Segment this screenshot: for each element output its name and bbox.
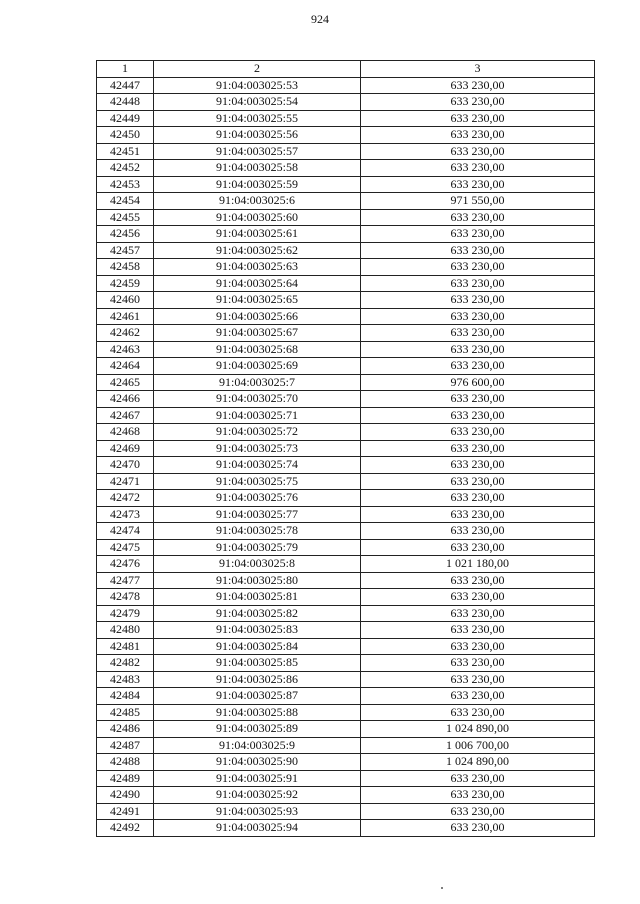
cadastral-number-cell: 91:04:003025:86 (154, 671, 361, 688)
row-number-cell: 42456 (97, 226, 154, 243)
table-row (97, 721, 595, 738)
cadastral-number-cell: 91:04:003025:55 (154, 110, 361, 127)
value-cell: 633 230,00 (361, 655, 595, 672)
row-number-cell: 42447 (97, 77, 154, 94)
value-cell: 633 230,00 (361, 341, 595, 358)
value-cell: 633 230,00 (361, 407, 595, 424)
row-number-cell: 42450 (97, 127, 154, 144)
table-row (97, 77, 595, 94)
row-number-cell: 42454 (97, 193, 154, 210)
row-number-cell: 42468 (97, 424, 154, 441)
table-row (97, 638, 595, 655)
cadastral-number-cell: 91:04:003025:57 (154, 143, 361, 160)
cadastral-number-cell: 91:04:003025:62 (154, 242, 361, 259)
table-row (97, 391, 595, 408)
value-cell: 633 230,00 (361, 671, 595, 688)
table-row (97, 803, 595, 820)
row-number-cell: 42483 (97, 671, 154, 688)
table-row (97, 556, 595, 573)
scan-speck (441, 887, 443, 889)
cadastral-number-cell: 91:04:003025:85 (154, 655, 361, 672)
table-row (97, 737, 595, 754)
cadastral-number-cell: 91:04:003025:87 (154, 688, 361, 705)
value-cell: 633 230,00 (361, 622, 595, 639)
cadastral-number-cell: 91:04:003025:8 (154, 556, 361, 573)
table-row (97, 787, 595, 804)
cadastral-number-cell: 91:04:003025:64 (154, 275, 361, 292)
table-row (97, 473, 595, 490)
cadastral-number-cell: 91:04:003025:66 (154, 308, 361, 325)
cadastral-number-cell: 91:04:003025:82 (154, 605, 361, 622)
cadastral-number-cell: 91:04:003025:79 (154, 539, 361, 556)
row-number-cell: 42455 (97, 209, 154, 226)
table-row (97, 341, 595, 358)
cadastral-number-cell: 91:04:003025:80 (154, 572, 361, 589)
row-number-cell: 42453 (97, 176, 154, 193)
table-row (97, 770, 595, 787)
row-number-cell: 42491 (97, 803, 154, 820)
table-row (97, 374, 595, 391)
value-cell: 633 230,00 (361, 110, 595, 127)
value-cell: 633 230,00 (361, 473, 595, 490)
table-row (97, 292, 595, 309)
cadastral-number-cell: 91:04:003025:81 (154, 589, 361, 606)
row-number-cell: 42486 (97, 721, 154, 738)
row-number-cell: 42470 (97, 457, 154, 474)
table-row (97, 490, 595, 507)
value-cell: 971 550,00 (361, 193, 595, 210)
cadastral-number-cell: 91:04:003025:69 (154, 358, 361, 375)
cadastral-number-cell: 91:04:003025:70 (154, 391, 361, 408)
table-row (97, 704, 595, 721)
cadastral-number-cell: 91:04:003025:91 (154, 770, 361, 787)
value-cell: 633 230,00 (361, 490, 595, 507)
cadastral-number-cell: 91:04:003025:7 (154, 374, 361, 391)
row-number-cell: 42490 (97, 787, 154, 804)
table-row (97, 539, 595, 556)
table-row (97, 440, 595, 457)
row-number-cell: 42473 (97, 506, 154, 523)
row-number-cell: 42465 (97, 374, 154, 391)
cadastral-number-cell: 91:04:003025:9 (154, 737, 361, 754)
cadastral-number-cell: 91:04:003025:78 (154, 523, 361, 540)
value-cell: 633 230,00 (361, 523, 595, 540)
row-number-cell: 42449 (97, 110, 154, 127)
row-number-cell: 42482 (97, 655, 154, 672)
table-row (97, 209, 595, 226)
value-cell: 633 230,00 (361, 77, 595, 94)
table-row (97, 94, 595, 111)
cadastral-number-cell: 91:04:003025:94 (154, 820, 361, 837)
table-row (97, 193, 595, 210)
row-number-cell: 42474 (97, 523, 154, 540)
value-cell: 633 230,00 (361, 292, 595, 309)
value-cell: 633 230,00 (361, 688, 595, 705)
column-header-3: 3 (361, 61, 595, 78)
value-cell: 633 230,00 (361, 226, 595, 243)
row-number-cell: 42463 (97, 341, 154, 358)
cadastral-number-cell: 91:04:003025:74 (154, 457, 361, 474)
row-number-cell: 42469 (97, 440, 154, 457)
table-row (97, 275, 595, 292)
row-number-cell: 42477 (97, 572, 154, 589)
value-cell: 633 230,00 (361, 440, 595, 457)
row-number-cell: 42475 (97, 539, 154, 556)
value-cell: 633 230,00 (361, 143, 595, 160)
cadastral-number-cell: 91:04:003025:84 (154, 638, 361, 655)
value-cell: 633 230,00 (361, 160, 595, 177)
cadastral-number-cell: 91:04:003025:6 (154, 193, 361, 210)
value-cell: 633 230,00 (361, 358, 595, 375)
table-row (97, 259, 595, 276)
value-cell: 633 230,00 (361, 308, 595, 325)
cadastral-number-cell: 91:04:003025:76 (154, 490, 361, 507)
table-row (97, 589, 595, 606)
row-number-cell: 42481 (97, 638, 154, 655)
row-number-cell: 42488 (97, 754, 154, 771)
value-cell: 633 230,00 (361, 572, 595, 589)
value-cell: 976 600,00 (361, 374, 595, 391)
value-cell: 633 230,00 (361, 94, 595, 111)
value-cell: 1 006 700,00 (361, 737, 595, 754)
cadastral-number-cell: 91:04:003025:83 (154, 622, 361, 639)
value-cell: 633 230,00 (361, 539, 595, 556)
cadastral-number-cell: 91:04:003025:53 (154, 77, 361, 94)
value-cell: 633 230,00 (361, 638, 595, 655)
row-number-cell: 42487 (97, 737, 154, 754)
value-cell: 633 230,00 (361, 770, 595, 787)
row-number-cell: 42484 (97, 688, 154, 705)
row-number-cell: 42480 (97, 622, 154, 639)
value-cell: 633 230,00 (361, 127, 595, 144)
row-number-cell: 42464 (97, 358, 154, 375)
row-number-cell: 42485 (97, 704, 154, 721)
table-row (97, 407, 595, 424)
cadastral-number-cell: 91:04:003025:60 (154, 209, 361, 226)
row-number-cell: 42471 (97, 473, 154, 490)
table-row (97, 308, 595, 325)
cadastral-number-cell: 91:04:003025:63 (154, 259, 361, 276)
row-number-cell: 42478 (97, 589, 154, 606)
row-number-cell: 42448 (97, 94, 154, 111)
row-number-cell: 42459 (97, 275, 154, 292)
cadastral-number-cell: 91:04:003025:88 (154, 704, 361, 721)
table-row (97, 325, 595, 342)
value-cell: 633 230,00 (361, 325, 595, 342)
cadastral-number-cell: 91:04:003025:56 (154, 127, 361, 144)
row-number-cell: 42479 (97, 605, 154, 622)
row-number-cell: 42489 (97, 770, 154, 787)
value-cell: 633 230,00 (361, 704, 595, 721)
cadastral-number-cell: 91:04:003025:72 (154, 424, 361, 441)
table-row (97, 572, 595, 589)
row-number-cell: 42461 (97, 308, 154, 325)
value-cell: 633 230,00 (361, 259, 595, 276)
table-row (97, 820, 595, 837)
value-cell: 633 230,00 (361, 242, 595, 259)
table-row (97, 110, 595, 127)
row-number-cell: 42492 (97, 820, 154, 837)
table-row (97, 242, 595, 259)
table-body (97, 77, 595, 836)
row-number-cell: 42452 (97, 160, 154, 177)
cadastral-number-cell: 91:04:003025:73 (154, 440, 361, 457)
value-cell: 1 024 890,00 (361, 721, 595, 738)
cadastral-number-cell: 91:04:003025:71 (154, 407, 361, 424)
cadastral-number-cell: 91:04:003025:61 (154, 226, 361, 243)
page-number: 924 (311, 12, 329, 26)
row-number-cell: 42466 (97, 391, 154, 408)
table-row (97, 688, 595, 705)
table-row (97, 622, 595, 639)
header-row (97, 61, 595, 78)
table-row (97, 506, 595, 523)
cadastral-number-cell: 91:04:003025:67 (154, 325, 361, 342)
table-row (97, 457, 595, 474)
value-cell: 633 230,00 (361, 176, 595, 193)
table-row (97, 605, 595, 622)
value-cell: 633 230,00 (361, 457, 595, 474)
row-number-cell: 42457 (97, 242, 154, 259)
row-number-cell: 42451 (97, 143, 154, 160)
value-cell: 633 230,00 (361, 506, 595, 523)
cadastral-number-cell: 91:04:003025:90 (154, 754, 361, 771)
cadastral-number-cell: 91:04:003025:92 (154, 787, 361, 804)
table-row (97, 176, 595, 193)
cadastral-number-cell: 91:04:003025:89 (154, 721, 361, 738)
column-header-1: 1 (97, 61, 154, 78)
row-number-cell: 42458 (97, 259, 154, 276)
row-number-cell: 42476 (97, 556, 154, 573)
cadastral-number-cell: 91:04:003025:59 (154, 176, 361, 193)
table-row (97, 358, 595, 375)
table-row (97, 226, 595, 243)
value-cell: 633 230,00 (361, 605, 595, 622)
value-cell: 633 230,00 (361, 275, 595, 292)
value-cell: 633 230,00 (361, 787, 595, 804)
cadastral-number-cell: 91:04:003025:93 (154, 803, 361, 820)
row-number-cell: 42462 (97, 325, 154, 342)
value-cell: 633 230,00 (361, 803, 595, 820)
table-row (97, 523, 595, 540)
cadastral-number-cell: 91:04:003025:68 (154, 341, 361, 358)
row-number-cell: 42467 (97, 407, 154, 424)
table-row (97, 127, 595, 144)
cadastral-number-cell: 91:04:003025:58 (154, 160, 361, 177)
cadastral-number-cell: 91:04:003025:65 (154, 292, 361, 309)
data-table (96, 60, 595, 837)
row-number-cell: 42460 (97, 292, 154, 309)
table-row (97, 655, 595, 672)
value-cell: 633 230,00 (361, 820, 595, 837)
value-cell: 633 230,00 (361, 589, 595, 606)
value-cell: 633 230,00 (361, 424, 595, 441)
row-number-cell: 42472 (97, 490, 154, 507)
cadastral-number-cell: 91:04:003025:75 (154, 473, 361, 490)
table-row (97, 754, 595, 771)
cadastral-number-cell: 91:04:003025:54 (154, 94, 361, 111)
table-row (97, 671, 595, 688)
value-cell: 633 230,00 (361, 209, 595, 226)
table-row (97, 424, 595, 441)
cadastral-number-cell: 91:04:003025:77 (154, 506, 361, 523)
table-row (97, 143, 595, 160)
value-cell: 1 021 180,00 (361, 556, 595, 573)
column-header-2: 2 (154, 61, 361, 78)
value-cell: 1 024 890,00 (361, 754, 595, 771)
value-cell: 633 230,00 (361, 391, 595, 408)
table-row (97, 160, 595, 177)
